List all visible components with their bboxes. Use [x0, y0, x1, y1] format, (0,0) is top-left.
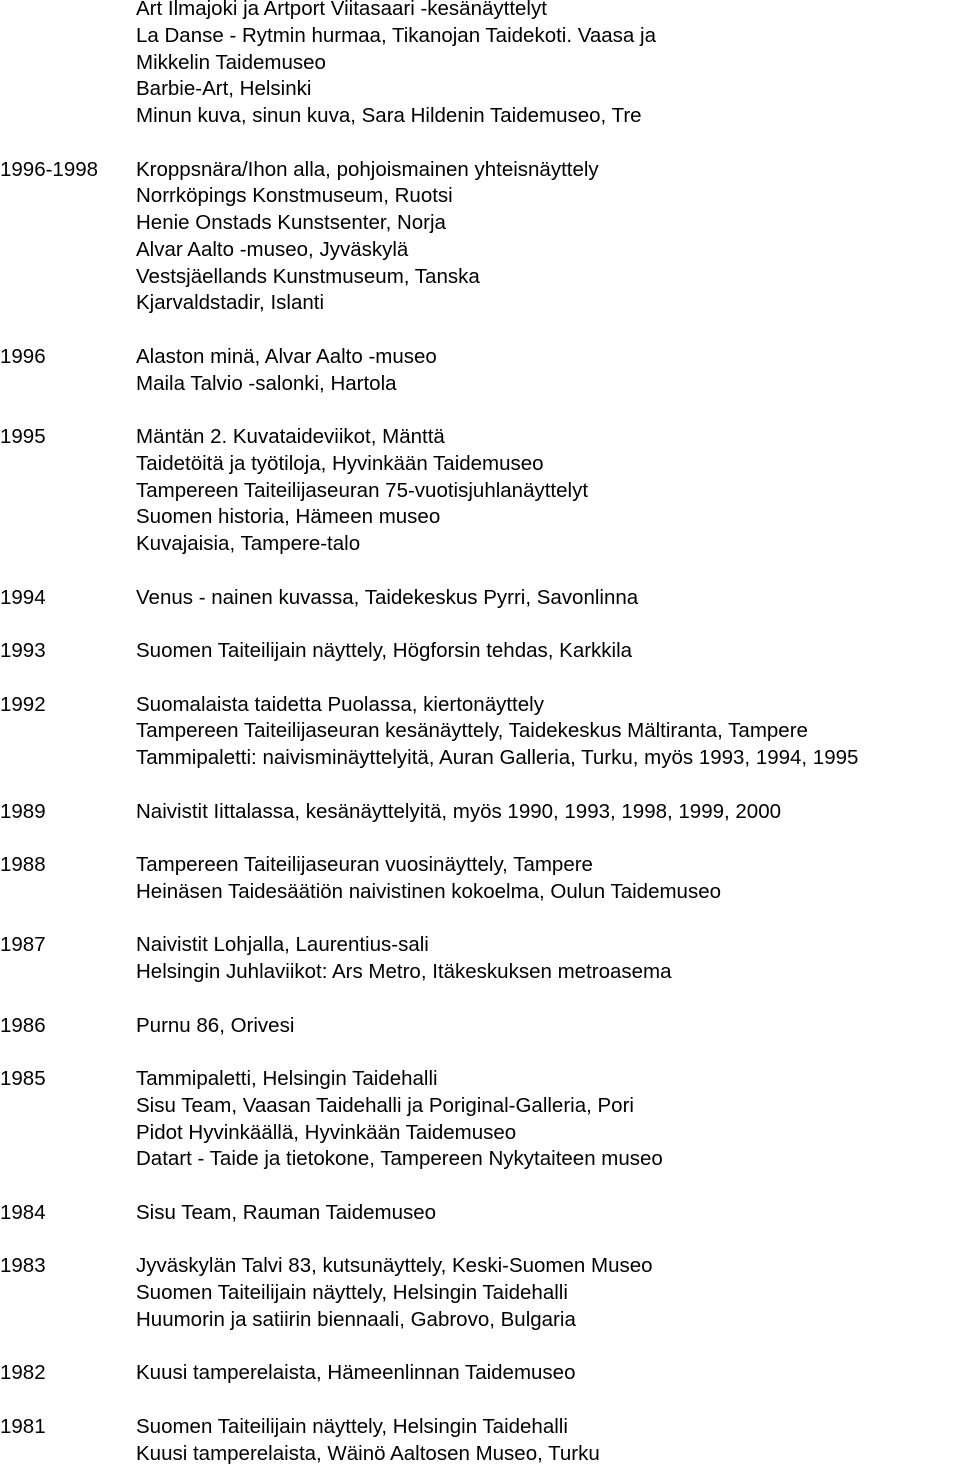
year-label: 1996-1998 [0, 158, 99, 181]
exhibition-text: Kroppsnära/Ihon alla, pohjoismainen yhteisnäyttely [136, 158, 599, 181]
year-label: 1995 [0, 425, 46, 448]
exhibition-text: Purnu 86, Orivesi [136, 1014, 295, 1037]
exhibition-text: Datart - Taide ja tietokone, Tampereen Nykytaiteen museo [136, 1147, 663, 1170]
year-label: 1987 [0, 933, 46, 956]
year-label: 1986 [0, 1014, 46, 1037]
exhibition-text: Kuvajaisia, Tampere-talo [136, 532, 361, 555]
exhibition-text: Taidetöitä ja työtiloja, Hyvinkään Taidemuseo [136, 452, 544, 475]
year-label: 1983 [0, 1254, 46, 1277]
exhibition-text: Vestsjäellands Kunstmuseum, Tanska [136, 265, 480, 288]
exhibition-text: Tampereen Taiteilijaseuran kesänäyttely, Taidekeskus Mältiranta, Tampere [136, 719, 808, 742]
exhibition-text: Naivistit Iittalassa, kesänäyttelyitä, myös 1990, 1993, 1998, 1999, 2000 [136, 800, 781, 823]
year-label: 1984 [0, 1201, 46, 1224]
exhibition-text: Kjarvaldstadir, Islanti [136, 291, 325, 314]
year-label: 1985 [0, 1067, 46, 1090]
exhibition-text: Minun kuva, sinun kuva, Sara Hildenin Taidemuseo, Tre [136, 104, 642, 127]
year-label: 1981 [0, 1415, 46, 1438]
exhibition-text: Heinäsen Taidesäätiön naivistinen kokoelma, Oulun Taidemuseo [136, 880, 722, 903]
exhibition-text: Huumorin ja satiirin biennaali, Gabrovo, Bulgaria [136, 1308, 576, 1331]
exhibition-text: Norrköpings Konstmuseum, Ruotsi [136, 184, 453, 207]
exhibition-text: Jyväskylän Talvi 83, kutsunäyttely, Keski-Suomen Museo [136, 1254, 653, 1277]
exhibition-text: Suomalaista taidetta Puolassa, kiertonäyttely [136, 693, 544, 716]
exhibition-text: Suomen Taiteilijain näyttely, Högforsin tehdas, Karkkila [136, 639, 633, 662]
exhibition-text: Tampereen Taiteilijaseuran 75-vuotisjuhlanäyttelyt [136, 479, 589, 502]
exhibition-text: Suomen Taiteilijain näyttely, Helsingin Taidehalli [136, 1415, 568, 1438]
exhibition-text: Sisu Team, Vaasan Taidehalli ja Poriginal-Galleria, Pori [136, 1094, 634, 1117]
exhibition-text: Tammipaletti, Helsingin Taidehalli [136, 1067, 438, 1090]
year-label: 1988 [0, 853, 46, 876]
exhibition-text: Pidot Hyvinkäällä, Hyvinkään Taidemuseo [136, 1121, 517, 1144]
exhibition-text: Barbie-Art, Helsinki [136, 77, 312, 100]
year-label: 1993 [0, 639, 46, 662]
year-label: 1994 [0, 586, 46, 609]
exhibition-text: Suomen historia, Hämeen museo [136, 505, 441, 528]
exhibition-text: Alaston minä, Alvar Aalto -museo [136, 345, 437, 368]
year-label: 1982 [0, 1361, 46, 1384]
exhibition-text: Henie Onstads Kunstsenter, Norja [136, 211, 446, 234]
exhibition-text: Kuusi tamperelaista, Hämeenlinnan Taidemuseo [136, 1361, 576, 1384]
exhibition-text: Kuusi tamperelaista, Wäinö Aaltosen Museo, Turku [136, 1442, 600, 1465]
exhibition-text: Art Ilmajoki ja Artport Viitasaari -kesänäyttelyt [136, 0, 547, 20]
year-label: 1996 [0, 345, 46, 368]
exhibition-text: Tammipaletti: naivisminäyttelyitä, Auran Galleria, Turku, myös 1993, 1994, 1995 [136, 746, 859, 769]
exhibition-text: La Danse - Rytmin hurmaa, Tikanojan Taidekoti. Vaasa ja [136, 24, 656, 47]
exhibition-text: Suomen Taiteilijain näyttely, Helsingin Taidehalli [136, 1281, 568, 1304]
exhibition-text: Venus - nainen kuvassa, Taidekeskus Pyrri, Savonlinna [136, 586, 639, 609]
exhibition-text: Alvar Aalto -museo, Jyväskylä [136, 238, 409, 261]
exhibition-text: Maila Talvio -salonki, Hartola [136, 372, 397, 395]
exhibition-text: Tampereen Taiteilijaseuran vuosinäyttely, Tampere [136, 853, 593, 876]
exhibition-text: Sisu Team, Rauman Taidemuseo [136, 1201, 437, 1224]
exhibition-text: Mikkelin Taidemuseo [136, 51, 326, 74]
exhibition-text: Helsingin Juhlaviikot: Ars Metro, Itäkeskuksen metroasema [136, 960, 672, 983]
exhibition-text: Naivistit Lohjalla, Laurentius-sali [136, 933, 429, 956]
year-label: 1992 [0, 693, 46, 716]
exhibition-text: Mäntän 2. Kuvataideviikot, Mänttä [136, 425, 445, 448]
year-label: 1989 [0, 800, 46, 823]
